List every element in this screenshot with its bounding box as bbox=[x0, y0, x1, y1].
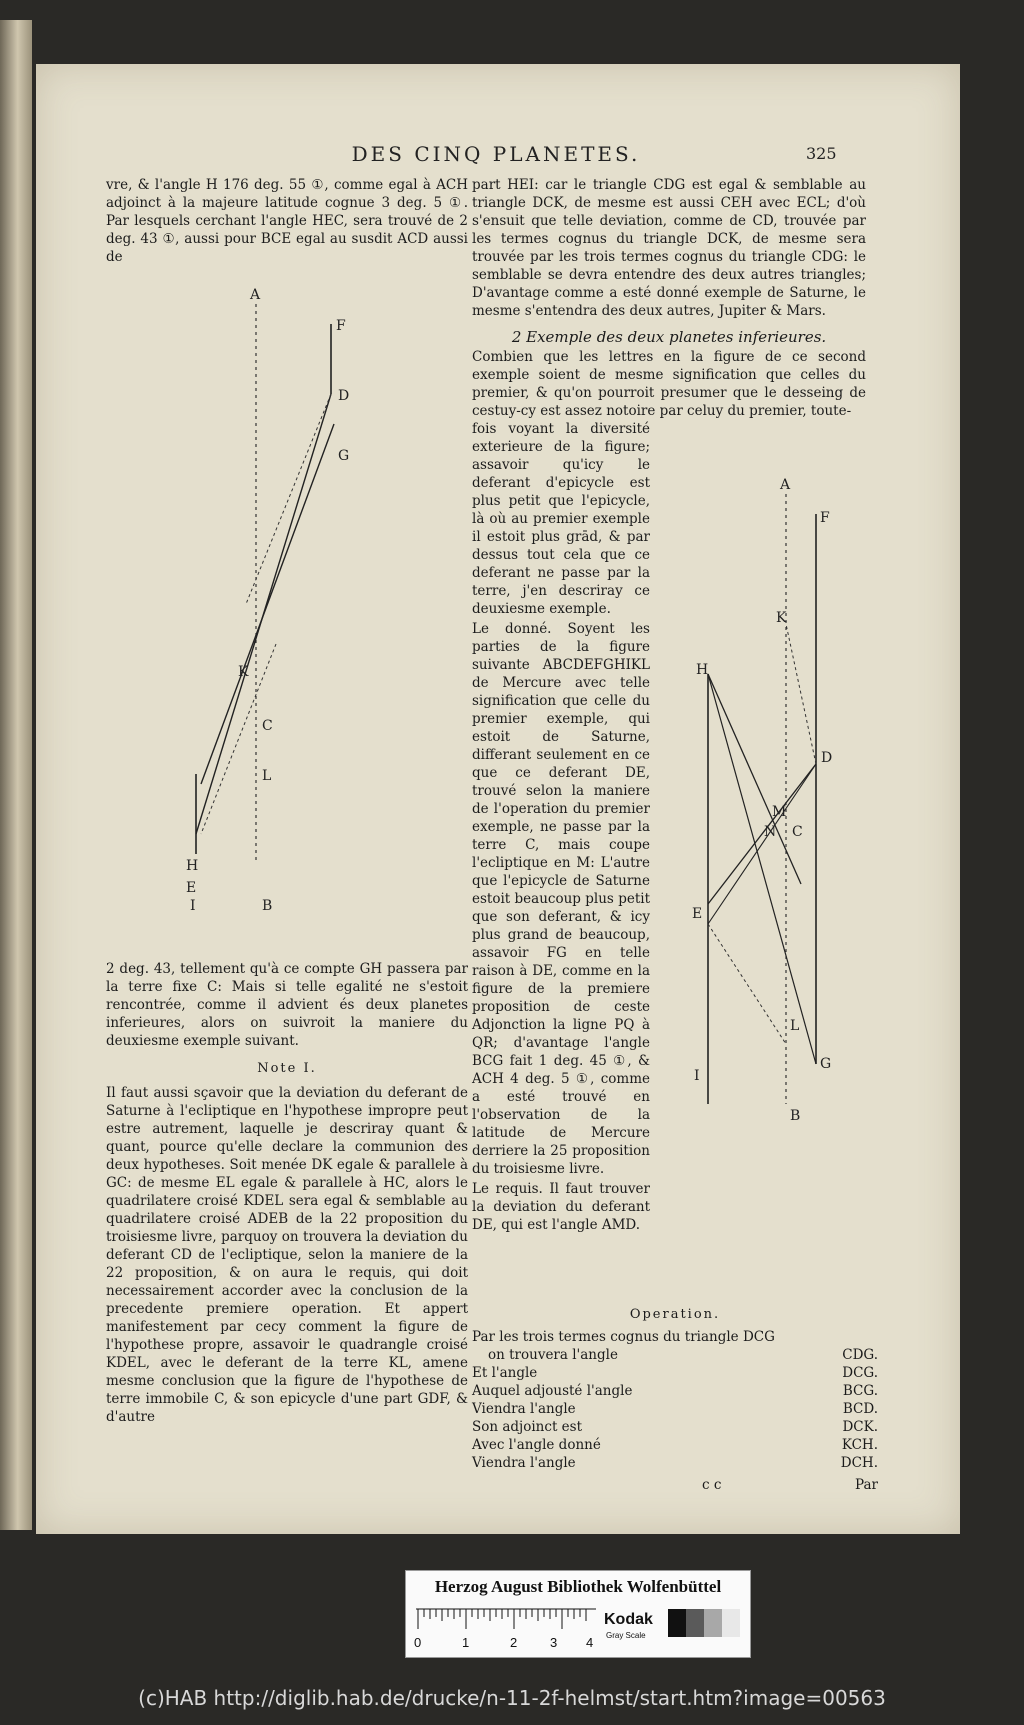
book-page bbox=[36, 64, 960, 1534]
ruler-number: 1 bbox=[462, 1635, 470, 1650]
fig2-label-B: B bbox=[790, 1108, 801, 1124]
page-footer-line bbox=[472, 1476, 878, 1494]
page-number: 325 bbox=[806, 144, 837, 163]
ruler-number: 4 bbox=[586, 1635, 594, 1650]
fig2-label-H: H bbox=[696, 662, 709, 678]
operation-row bbox=[472, 1418, 878, 1436]
brand-label: Kodak bbox=[604, 1611, 653, 1628]
fig2-label-I: I bbox=[694, 1068, 700, 1084]
operation-row-label: Viendra l'angle bbox=[472, 1401, 576, 1417]
fig1-label-L: L bbox=[262, 768, 272, 784]
example-heading: 2 Exemple des deux planetes inferieures. bbox=[511, 328, 827, 346]
example-paragraph-narrow: fois voyant la diversité exterieure de la figure; assavoir qu'icy le deferant d'epicycle est plus petit que l'epicycle, là où au premier exemple il estoit plus grād, & par dessus tout cela que ce deferant ne passe par la terre, j'en descriray ce deuxiesme exemple. bbox=[472, 421, 650, 617]
donne-paragraph: Le donné. Soyent les parties de la figure suivante ABCDEFGHIKL de Mercure avec telle signification que celle du premier exemple, qui estoit de Saturne, differant seulement en ce que ce deferant DE, trouvé selon la maniere de l'operation du premier exemple, ne passe par la terre C, mais coupe l'ecliptique en M: L'autre que l'epicycle de Saturne estoit beaucoup plus petit que son deferant, & icy plus grand de beaucoup, assavoir FG en telle raison à DE, comme en la figure de la premiere proposition de ceste Adjonction la ligne PQ à QR; d'avantage l'angle BCG fait 1 deg. 45 ①, & ACH 4 deg. 5 ①, comme a esté trouvé en l'observation de la latitude de Mercure derriere la 25 proposition du troisiesme livre. bbox=[472, 621, 650, 1177]
operation-row-value: CDG. bbox=[842, 1347, 878, 1363]
operation-row-value: DCG. bbox=[842, 1365, 878, 1381]
operation-row bbox=[472, 1382, 878, 1400]
gray-scale-patches bbox=[668, 1609, 740, 1637]
left-column-lower bbox=[106, 960, 468, 1426]
fig2-label-E: E bbox=[692, 906, 703, 922]
fig1-label-E: E bbox=[186, 880, 197, 896]
running-head: DES CINQ PLANETES. bbox=[351, 142, 641, 166]
fig1-label-I: I bbox=[190, 898, 196, 914]
operation-row-label: Viendra l'angle bbox=[472, 1455, 576, 1471]
left-column bbox=[106, 176, 468, 266]
note-heading: Note I. bbox=[257, 1061, 317, 1076]
color-reference-card bbox=[405, 1570, 751, 1658]
operation-row bbox=[472, 1346, 878, 1364]
example-paragraph-wide: Combien que les lettres en la figure de ce second exemple soient de mesme signification que celles du premier, & qu'on pourroit presumer que le desseing de cestuy-cy est assez notoire par celuy du premier, toute- bbox=[472, 349, 866, 419]
operation-intro: Par les trois termes cognus du triangle DCG bbox=[472, 1329, 775, 1345]
fig2-label-M: M bbox=[772, 804, 787, 820]
fig2-label-D: D bbox=[821, 750, 833, 766]
operation-row-label: Auquel adjousté l'angle bbox=[472, 1383, 633, 1399]
operation-table bbox=[472, 1306, 878, 1494]
signature-mark: c c bbox=[702, 1477, 722, 1493]
card-title: Herzog August Bibliothek Wolfenbüttel bbox=[434, 1577, 722, 1596]
note-paragraph: Il faut aussi sçavoir que la deviation du deferant de Saturne à l'ecliptique en l'hypothese impropre peut estre autrement, laquelle je descriray quant & quant, pource qu'elle declare la communion des deux hypotheses. Soit menée DK egale & parallele à GC: de mesme EL egale & parallele à HC, alors le quadrilatere croisé KDEL sera egal & semblable au quadrilatere croisé ADEB de la 22 proposition du troisiesme livre, parquoy on trouvera la deviation du deferant CD de l'ecliptique, selon la maniere de la 22 proposition, & on aura le requis, qui doit necessairement accorder avec la conclusion de la precedente premiere operation. Et appert manifestement par cecy comment la figure de l'hypothese propre, assavoir le quadrangle croisé KDEL, avec le deferant de la terre KL, amene mesme conclusion que la figure de l'hypothese de terre immobile C, & son epicycle d'une part GDF, & d'autre bbox=[106, 1085, 468, 1425]
book-left-edge bbox=[0, 20, 32, 1530]
fig1-label-B: B bbox=[262, 898, 273, 914]
right-intro-paragraph: part HEI: car le triangle CDG est egal & semblable au triangle DCK, de mesme est aussi CEH avec ECL; d'où s'ensuit que telle deviation, comme de CD, trouvée par les termes cognus du triangle DCK, de mesme sera trouvée par les trois termes cognus du triangle CDG: le semblable se devra entendre des deux autres triangles; D'avantage comme a esté donné exemple de Saturne, le mesme s'entendra des deux autres, Jupiter & Mars. bbox=[472, 177, 866, 319]
operation-heading: Operation. bbox=[629, 1307, 721, 1322]
operation-row-value: DCK. bbox=[842, 1419, 878, 1435]
operation-row-value: BCD. bbox=[842, 1401, 878, 1417]
fig2-label-F: F bbox=[820, 510, 830, 526]
operation-row-label: Avec l'angle donné bbox=[472, 1437, 601, 1453]
fig2-label-K: K bbox=[776, 610, 787, 626]
operation-row-value: DCH. bbox=[840, 1455, 878, 1471]
fig2-label-L: L bbox=[790, 1018, 800, 1034]
ruler-number: 0 bbox=[414, 1635, 422, 1650]
operation-row-label: Et l'angle bbox=[472, 1365, 538, 1381]
operation-row-label: on trouvera l'angle bbox=[488, 1347, 618, 1363]
figure-mercury-deviation bbox=[686, 464, 866, 1124]
requis-paragraph: Le requis. Il faut trouver la deviation du deferant DE, qui est l'angle AMD. bbox=[472, 1181, 650, 1233]
fig1-label-D: D bbox=[338, 388, 350, 404]
fig1-label-H: H bbox=[186, 858, 199, 874]
operation-row-value: BCG. bbox=[842, 1383, 878, 1399]
brand-sublabel: Gray Scale bbox=[606, 1631, 646, 1640]
fig2-label-N: N bbox=[764, 824, 777, 840]
copyright-url: (c)HAB http://diglib.hab.de/drucke/n-11-2f-helmst/start.htm?image=00563 bbox=[138, 1686, 886, 1710]
operation-row-value: KCH. bbox=[841, 1437, 878, 1453]
left-after-figure-paragraph: 2 deg. 43, tellement qu'à ce compte GH passera par la terre fixe C: Mais si telle egalité ne s'estoit rencontrée, comme il advient és deux planetes inferieures, alors on suivroit la maniere du deuxiesme exemple suivant. bbox=[106, 961, 468, 1049]
catchword: Par bbox=[855, 1477, 878, 1493]
scale-ruler bbox=[414, 1607, 598, 1651]
fig2-label-C: C bbox=[792, 824, 803, 840]
fig2-label-A: A bbox=[780, 477, 791, 493]
right-narrow-column bbox=[472, 420, 650, 1234]
left-intro-paragraph: vre, & l'angle H 176 deg. 55 ①, comme egal à ACH adjoinct à la majeure latitude cognue 3 deg. 5 ①. Par lesquels cerchant l'angle HEC, sera trouvé de 2 deg. 43 ①, aussi pour BCE egal au susdit ACD aussi de bbox=[106, 177, 468, 265]
fig1-label-A: A bbox=[250, 287, 261, 303]
ruler-number: 2 bbox=[510, 1635, 518, 1650]
operation-row bbox=[472, 1454, 878, 1472]
fig2-label-G: G bbox=[820, 1056, 832, 1072]
fig1-label-G: G bbox=[338, 448, 350, 464]
operation-row bbox=[472, 1364, 878, 1382]
operation-row-label: Son adjoinct est bbox=[472, 1419, 582, 1435]
fig1-label-C: C bbox=[262, 718, 273, 734]
ruler-number: 3 bbox=[550, 1635, 558, 1650]
operation-row bbox=[472, 1400, 878, 1418]
fig1-label-K: K bbox=[238, 664, 249, 680]
fig1-label-F: F bbox=[336, 318, 346, 334]
figure-saturn-deviation bbox=[186, 274, 436, 914]
operation-row bbox=[472, 1436, 878, 1454]
